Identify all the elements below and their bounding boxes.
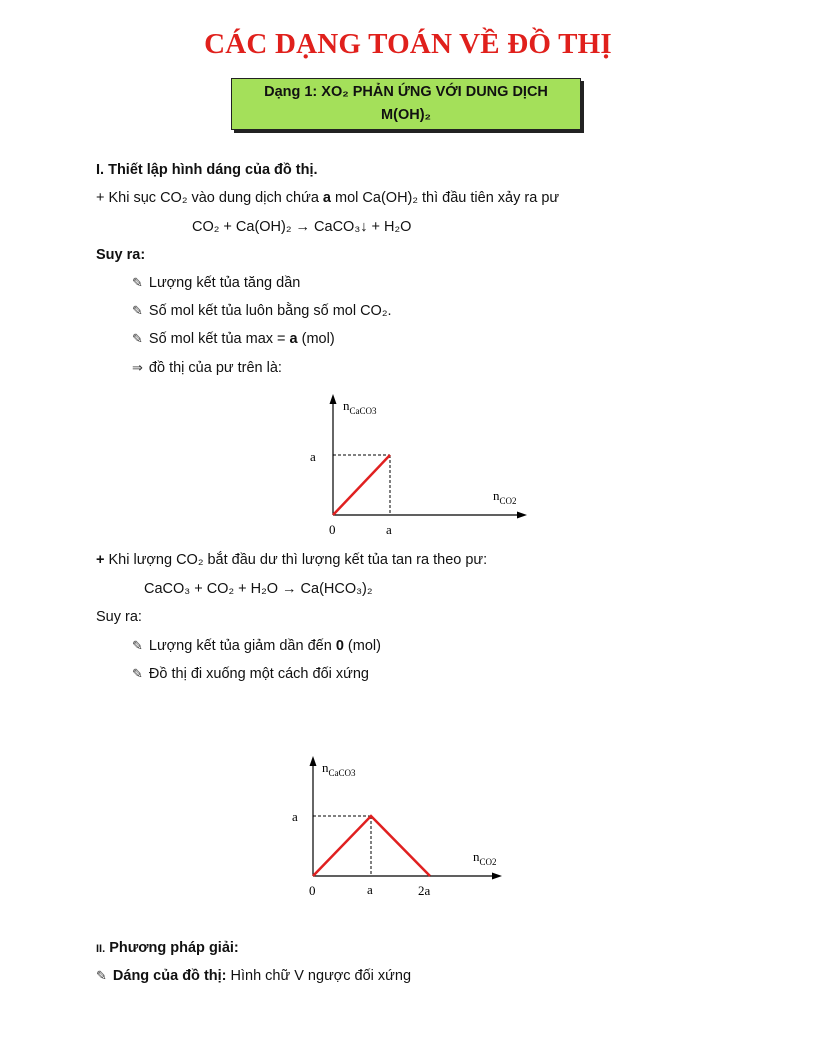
bullet-5-text: Đồ thị đi xuống một cách đối xứng xyxy=(148,666,369,682)
section2-intro xyxy=(96,552,487,568)
equation-1: CO₂ + Ca(OH)₂ → CaCO₃↓ + H₂O xyxy=(192,219,412,235)
y-axis-arrow xyxy=(330,394,337,404)
implies-line xyxy=(132,360,282,376)
graph-1 xyxy=(300,390,540,540)
intro-text-a: + Khi sục CO₂ vào dung dịch chứa xyxy=(96,190,323,206)
intro-text-b: mol Ca(OH)₂ thì đầu tiên xảy ra pư xyxy=(331,190,560,206)
section3-heading-text: Phương pháp giải: xyxy=(105,940,239,956)
equation-2: CaCO₃ + CO₂ + H₂O → Ca(HCO₃)₂ xyxy=(144,581,373,597)
bullet-6-text: Hình chữ V ngược đối xứng xyxy=(226,968,412,984)
bullet-1 xyxy=(132,275,300,291)
bullet-3-bold: a xyxy=(289,331,298,347)
y-tick-a: a xyxy=(310,449,316,464)
section3-heading xyxy=(96,940,239,956)
suy-ra-1: Suy ra: xyxy=(96,247,146,263)
topic-box-line2: M(OH)₂ xyxy=(381,107,431,123)
feather-icon: ✎ xyxy=(132,331,143,346)
bullet-5 xyxy=(132,666,369,682)
x-axis-arrow xyxy=(517,512,527,519)
section3-number: II. xyxy=(96,943,106,955)
topic-box-line1: Dạng 1: XO₂ PHẢN ỨNG VỚI DUNG DỊCH xyxy=(264,84,548,100)
graph-2 xyxy=(285,752,515,902)
section1-heading: I. Thiết lập hình dáng của đồ thị. xyxy=(96,162,318,178)
feather-icon: ✎ xyxy=(132,303,143,318)
bullet-4 xyxy=(132,638,381,654)
x-axis-arrow xyxy=(492,873,502,880)
feather-icon: ✎ xyxy=(132,275,143,290)
bullet-3-text-a: Số mol kết tủa max = xyxy=(148,331,290,347)
x-tick-a: a xyxy=(367,882,373,897)
bullet-6 xyxy=(96,968,411,984)
feather-icon: ✎ xyxy=(132,666,143,681)
feather-icon: ✎ xyxy=(96,968,107,983)
intro-bold-a: a xyxy=(322,190,331,206)
double-arrow-icon: ⇒ xyxy=(132,360,143,375)
bullet-6-bold: Dáng của đồ thị: xyxy=(112,968,227,984)
y-axis-arrow xyxy=(310,756,317,766)
bullet-4-bold: 0 xyxy=(335,638,344,654)
section2-intro-text: Khi lượng CO₂ bắt đầu dư thì lượng kết tủa tan ra theo pư: xyxy=(104,552,488,568)
rise-line xyxy=(333,455,390,515)
bullet-1-text: Lượng kết tủa tăng dần xyxy=(148,275,301,291)
bullet-4-text-a: Lượng kết tủa giảm dần đến xyxy=(148,638,336,654)
feather-icon: ✎ xyxy=(132,638,143,653)
topic-box xyxy=(231,78,581,130)
bullet-2 xyxy=(132,303,392,319)
section1-intro xyxy=(96,190,559,206)
y-axis-label: $n_{CaCO3}$ xyxy=(322,760,356,778)
y-axis-label: $n_{CaCO3}$ xyxy=(343,398,377,416)
y-tick-a: a xyxy=(292,809,298,824)
bullet-2-text: Số mol kết tủa luôn bằng số mol CO₂. xyxy=(148,303,392,319)
bullet-3-text-b: (mol) xyxy=(297,331,335,347)
page-title: CÁC DẠNG TOÁN VỀ ĐỒ THỊ xyxy=(204,28,612,60)
x-tick-2a: 2a xyxy=(418,883,431,898)
suy-ra-2: Suy ra: xyxy=(96,609,142,625)
x-axis-label: $n_{CO2}$ xyxy=(493,488,517,506)
origin-label: 0 xyxy=(329,522,336,537)
implies-text: đồ thị của pư trên là: xyxy=(148,360,282,376)
bullet-4-text-b: (mol) xyxy=(343,638,381,654)
origin-label: 0 xyxy=(309,883,316,898)
x-axis-label: $n_{CO2}$ xyxy=(473,849,497,867)
section2-plus: + xyxy=(96,552,105,568)
bullet-3 xyxy=(132,331,335,347)
x-tick-a: a xyxy=(386,522,392,537)
